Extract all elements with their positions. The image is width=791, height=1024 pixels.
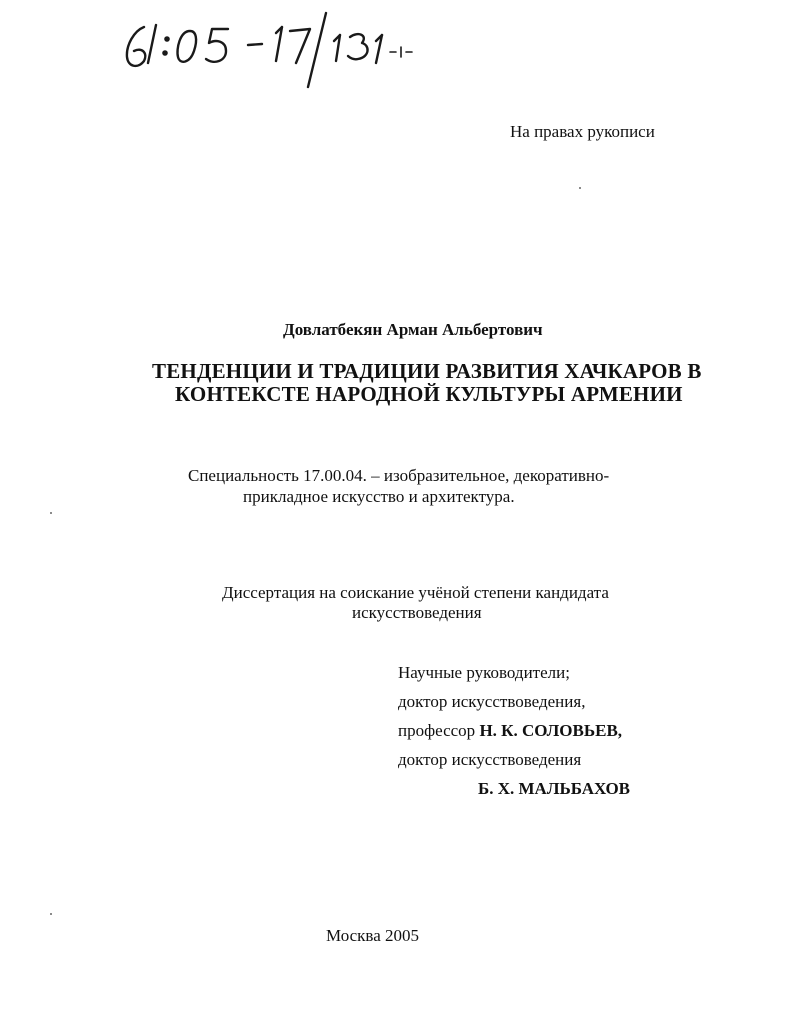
scan-speck bbox=[579, 187, 581, 189]
supervisor-1-name: Н. К. СОЛОВЬЕВ, bbox=[479, 721, 623, 740]
author-name: Довлатбекян Арман Альбертович bbox=[283, 320, 543, 339]
header-right: На правах рукописи bbox=[510, 122, 655, 141]
supervisor-1-title: профессор bbox=[398, 721, 480, 740]
handwritten-archive-number bbox=[110, 5, 450, 95]
specialty-line-2: прикладное искусство и архитектура. bbox=[243, 487, 515, 506]
title-line-2: КОНТЕКСТЕ НАРОДНОЙ КУЛЬТУРЫ АРМЕНИИ bbox=[175, 382, 683, 406]
dissertation-line-2: искусствоведения bbox=[352, 603, 482, 622]
supervisor-1-degree: доктор искусствоведения, bbox=[398, 692, 586, 711]
supervisors-heading: Научные руководители; bbox=[398, 663, 570, 682]
title-line-1: ТЕНДЕНЦИИ И ТРАДИЦИИ РАЗВИТИЯ ХАЧКАРОВ В bbox=[152, 359, 702, 383]
specialty-line-1: Специальность 17.00.04. – изобразительное, декоративно- bbox=[188, 466, 610, 485]
supervisor-1-line bbox=[398, 721, 622, 741]
footer-city-year: Москва 2005 bbox=[326, 926, 420, 945]
scan-speck bbox=[50, 913, 52, 915]
dissertation-line-1: Диссертация на соискание учёной степени кандидата bbox=[222, 583, 609, 602]
supervisor-2-degree: доктор искусствоведения bbox=[398, 750, 582, 769]
scan-speck bbox=[50, 512, 52, 514]
supervisor-2-name: Б. Х. МАЛЬБАХОВ bbox=[478, 779, 631, 798]
